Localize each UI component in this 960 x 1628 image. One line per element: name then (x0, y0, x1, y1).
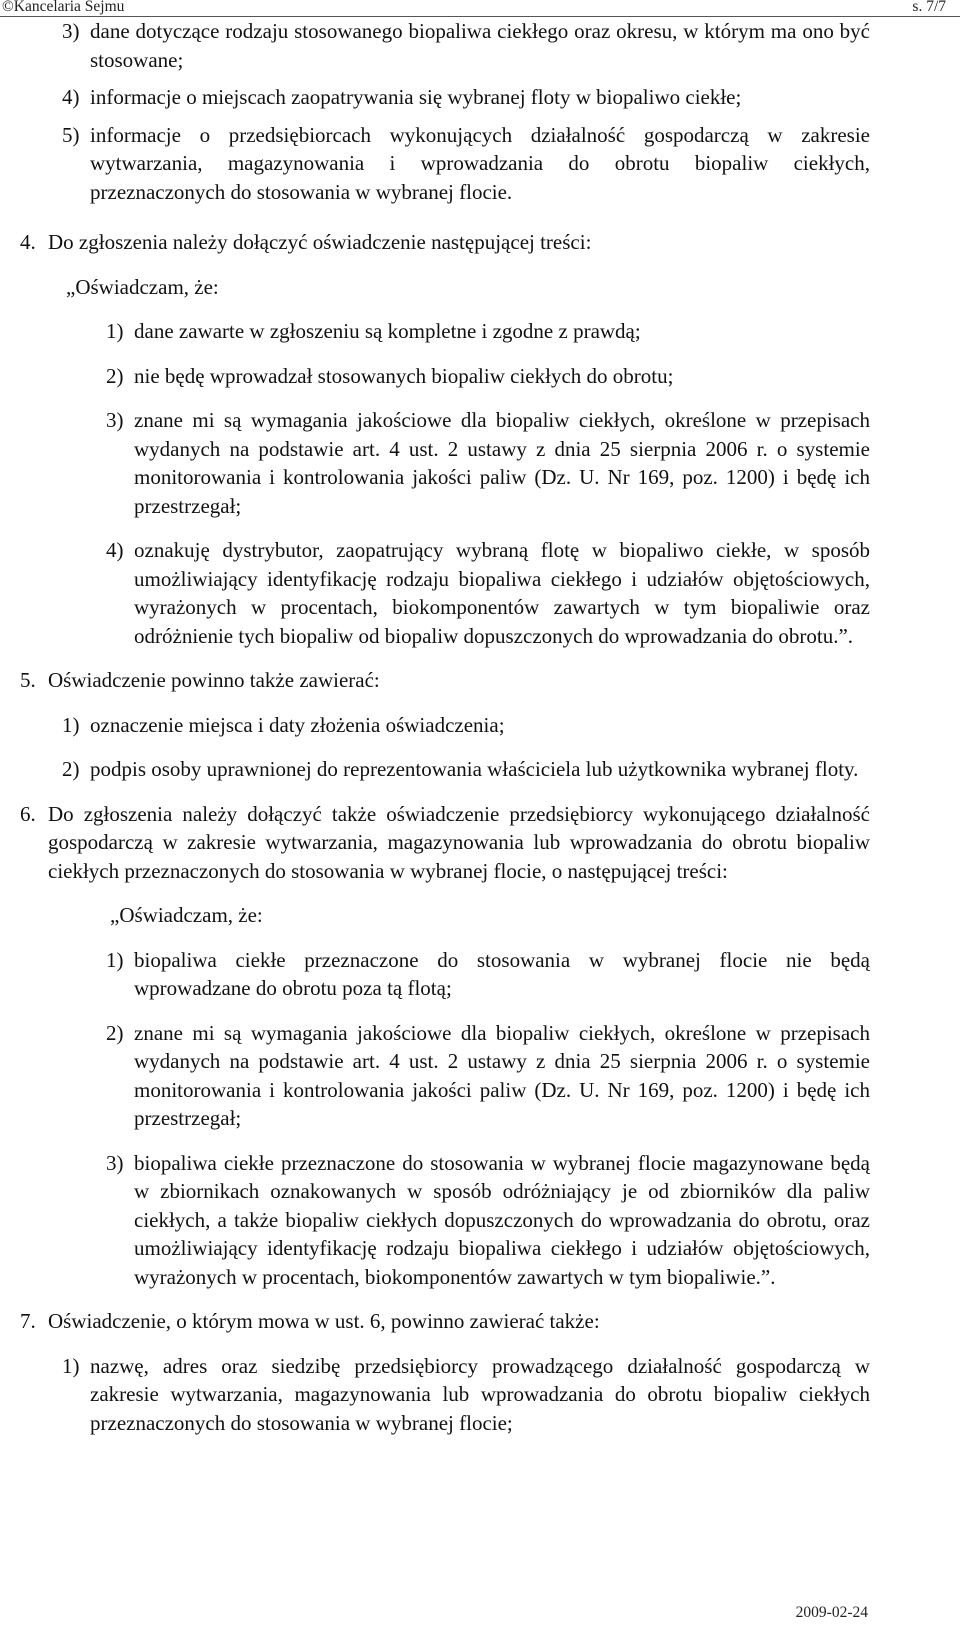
section-7 (20, 1307, 870, 1336)
item-number: 3) (106, 1150, 124, 1175)
header-page-number: s. 7/7 (912, 0, 946, 15)
item-text: znane mi są wymagania jakościowe dla biopaliw ciekłych, określone w przepisach wydanych na podstawie art. 4 ust. 2 ustawy z dnia 25 sierpnia 2006 r. o systemie monitorowania i kontrolowania jakości paliw (Dz. U. Nr 169, poz. 1200) i będę ich przestrzegał; (134, 1020, 870, 1130)
item-number: 3) (106, 408, 124, 432)
footer-date: 2009-02-24 (795, 1604, 868, 1621)
item-text: oznakuję dystrybutor, zaopatrujący wybraną flotę w biopaliwo ciekłe, w sposób umożliwiający identyfikację rodzaju biopaliwa ciekłego i udziałów objętościowych, wyrażonych w procentach, biokomponentów zawartych w tym biopaliwie oraz odróżnienie tych biopaliw od biopaliw dopuszczonych do wprowadzania do obrotu.”. (134, 538, 870, 648)
item-text: znane mi są wymagania jakościowe dla biopaliw ciekłych, określone w przepisach wydanych na podstawie art. 4 ust. 2 ustawy z dnia 25 sierpnia 2006 r. o systemie monitorowania i kontrolowania jakości paliw (Dz. U. Nr 169, poz. 1200) i będę ich przestrzegał; (134, 408, 870, 518)
section-number: 6. (20, 801, 36, 826)
list-item (106, 946, 870, 1003)
section-number: 4. (20, 230, 36, 254)
item-number: 3) (62, 19, 80, 43)
item-number: 2) (106, 363, 124, 388)
list-item (62, 1352, 870, 1438)
item-number: 1) (106, 319, 124, 343)
list-item (62, 121, 870, 207)
item-text: informacje o miejscach zaopatrywania się wybranej floty w biopaliwo ciekłe; (90, 85, 742, 109)
list-item (106, 1149, 870, 1292)
item-number: 1) (106, 947, 124, 972)
item-text: oznaczenie miejsca i daty złożenia oświadczenia; (90, 712, 505, 737)
document-body (0, 17, 960, 1437)
list-item (62, 83, 870, 112)
item-number: 1) (62, 712, 80, 737)
section-6 (20, 800, 870, 886)
list-item (106, 362, 870, 391)
item-number: 5) (62, 122, 80, 147)
item-number: 4) (106, 538, 124, 562)
list-item (106, 317, 870, 346)
section-text: Do zgłoszenia należy dołączyć oświadczenie następującej treści: (48, 230, 592, 254)
item-number: 2) (106, 1020, 124, 1045)
list-item (106, 1019, 870, 1133)
declaration-opening: „Oświadczam, że: (110, 903, 263, 927)
list-item (62, 711, 870, 740)
section-text: Oświadczenie powinno także zawierać: (48, 668, 380, 692)
section-text: Oświadczenie, o którym mowa w ust. 6, powinno zawierać także: (48, 1309, 600, 1333)
section-4 (20, 228, 870, 257)
item-text: dane zawarte w zgłoszeniu są kompletne i zgodne z prawdą; (134, 319, 641, 343)
item-text: nie będę wprowadzał stosowanych biopaliw ciekłych do obrotu; (134, 363, 674, 388)
item-number: 1) (62, 1353, 80, 1378)
section-text: Do zgłoszenia należy dołączyć także oświadczenie przedsiębiorcy wykonującego działalność gospodarczą w zakresie wytwarzania, magazynowania lub wprowadzania do obrotu biopaliw ciekłych przeznaczonych do stosowania w wybranej flocie, o następującej treści: (48, 801, 870, 883)
list-item (62, 17, 870, 74)
section-number: 7. (20, 1309, 36, 1333)
list-item (106, 406, 870, 520)
item-text: informacje o przedsiębiorcach wykonujących działalność gospodarczą w zakresie wytwarzania, magazynowania i wprowadzania do obrotu biopaliw ciekłych, przeznaczonych do stosowania w wybranej flocie. (90, 122, 870, 204)
item-text: dane dotyczące rodzaju stosowanego biopaliwa ciekłego oraz okresu, w którym ma ono być stosowane; (90, 19, 870, 72)
section-5 (20, 666, 870, 695)
section-number: 5. (20, 668, 36, 692)
item-text: biopaliwa ciekłe przeznaczone do stosowania w wybranej flocie nie będą wprowadzane do obrotu poza tą flotą; (134, 947, 870, 1000)
list-item (106, 536, 870, 650)
item-number: 2) (62, 757, 80, 781)
item-text: podpis osoby uprawnionej do reprezentowania właściciela lub użytkownika wybranej floty. (90, 757, 859, 781)
item-text: biopaliwa ciekłe przeznaczone do stosowania w wybranej flocie magazynowane będą w zbiornikach oznakowanych w sposób odróżniający je od zbiorników dla paliw ciekłych, a także biopaliw ciekłych dopuszczonych do wprowadzania do obrotu, oraz umożliwiający identyfikację rodzaju biopaliwa ciekłego i udziałów objętościowych, wyrażonych w procentach, biokomponentów zawartych w tym biopaliwie.”. (134, 1150, 870, 1289)
header-copyright: ©Kancelaria Sejmu (2, 0, 125, 15)
item-number: 4) (62, 85, 80, 109)
item-text: nazwę, adres oraz siedzibę przedsiębiorcy prowadzącego działalność gospodarczą w zakresie wytwarzania, magazynowania lub wprowadzania do obrotu biopaliw ciekłych przeznaczonych do stosowania w wybranej flocie; (90, 1353, 870, 1435)
declaration-opening: „Oświadczam, że: (66, 274, 219, 299)
list-item (62, 755, 870, 784)
